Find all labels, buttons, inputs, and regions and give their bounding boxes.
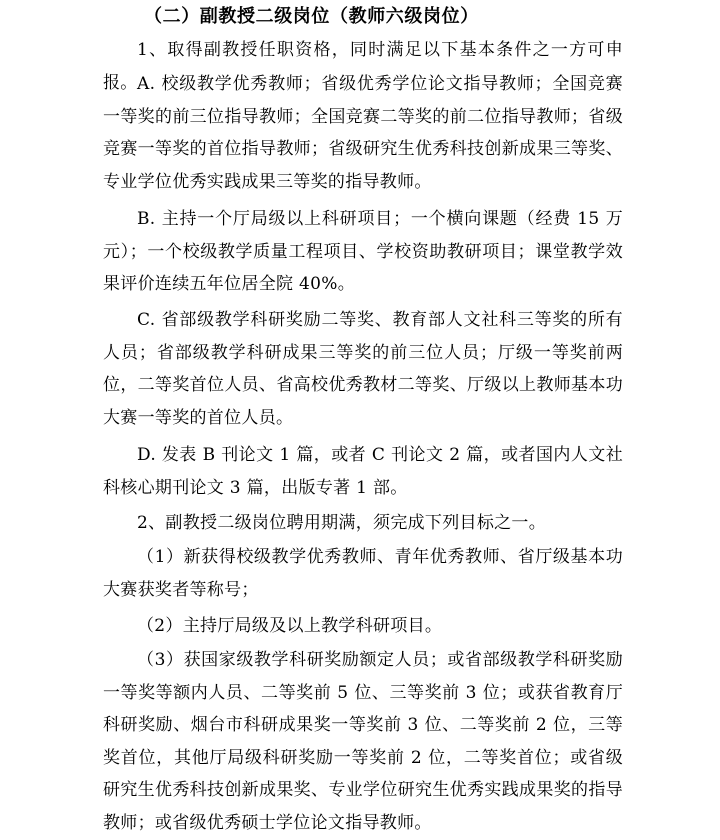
paragraph-goal-2: （2）主持厅局级及以上教学科研项目。: [137, 616, 443, 636]
paragraph-goal-3: （3）获国家级教学科研奖励额定人员；或省部级教学科研奖励一等奖等额内人员、二等奖前 5 位、三等奖前 3 位；或获省教育厅科研奖励、烟台市科研成果奖一等奖前 3 位、二等奖前 2 位，三等奖首位，其他厅局级科研奖励一等奖前 2 位，二等奖首位；或省级研究生优秀科技创新成果奖、专业学位研究生优秀实践成果奖的指导教师；或省级优秀硕士学位论文指导教师。: [103, 650, 623, 833]
paragraph-condition-a: A. 校级教学优秀教师；省级优秀学位论文指导教师；全国竞赛一等奖的前三位指导教师；全国竞赛二等奖的前二位指导教师；省级竞赛一等奖的首位指导教师；省级研究生优秀科技创新成果三等奖、专业学位优秀实践成果三等奖的指导教师。: [103, 74, 623, 192]
paragraph-qualification-intro: 1、取得副教授任职资格，同时满足以下基本条件之一方可申报。: [103, 40, 623, 93]
section-heading: （二）副教授二级岗位（教师六级岗位）: [144, 6, 479, 27]
paragraph-condition-c: C. 省部级教学科研奖励二等奖、教育部人文社科三等奖的所有人员；省部级教学科研成果三等奖的前三位人员；厅级一等奖前两位，二等奖首位人员、省高校优秀教材二等奖、厅级以上教师基本功大赛一等奖的首位人员。: [103, 310, 623, 428]
paragraph-condition-b: B. 主持一个厅局级以上科研项目；一个横向课题（经费 15 万元）；一个校级教学质量工程项目、学校资助教研项目；课堂教学效果评价连续五年位居全院 40%。: [103, 209, 623, 295]
paragraph-condition-d: D. 发表 B 刊论文 1 篇，或者 C 刊论文 2 篇，或者国内人文社科核心期刊论文 3 篇，出版专著 1 部。: [103, 445, 623, 498]
paragraph-term-goals-intro: 2、副教授二级岗位聘用期满，须完成下列目标之一。: [137, 513, 547, 533]
paragraph-goal-1: （1）新获得校级教学优秀教师、青年优秀教师、省厅级基本功大赛获奖者等称号；: [103, 547, 623, 600]
